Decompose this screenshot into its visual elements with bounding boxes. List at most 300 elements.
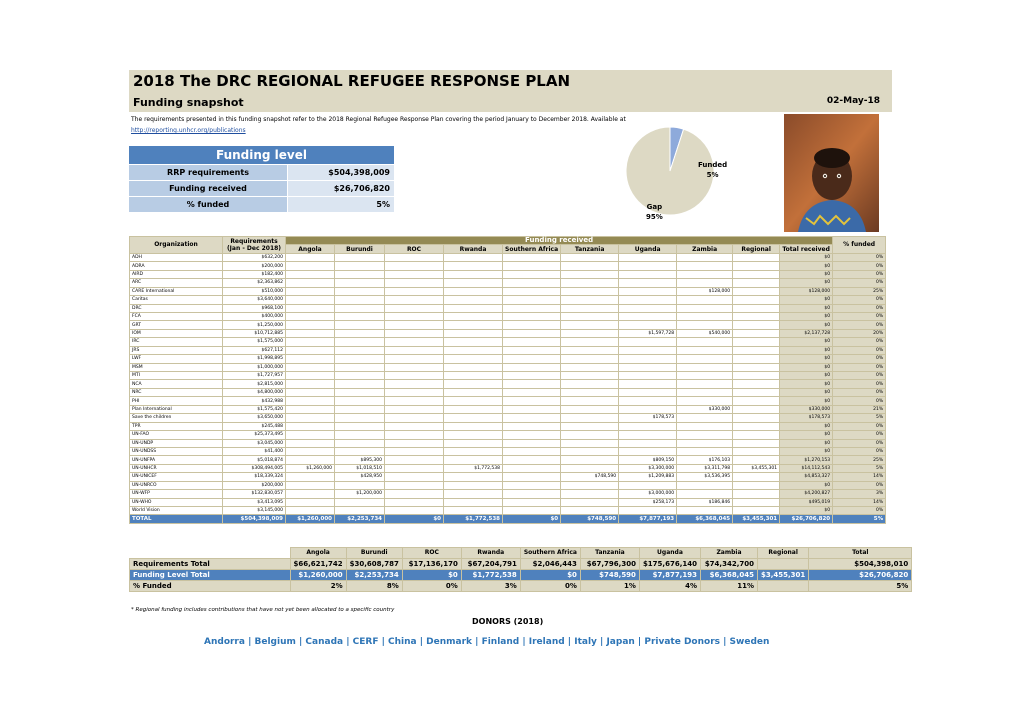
table-cell: $495,019 [780, 498, 833, 506]
table-row [130, 338, 886, 346]
col-rwanda: Rwanda [444, 245, 503, 253]
org-name-cell: Save the children [130, 414, 223, 422]
table-row [130, 287, 886, 295]
table-cell [561, 490, 619, 498]
table-cell: $1,018,510 [335, 464, 385, 472]
table-cell [503, 439, 561, 447]
table-cell [335, 355, 385, 363]
table-cell [733, 447, 780, 455]
table-cell: $0 [780, 262, 833, 270]
funding-level-row [129, 180, 394, 196]
table-cell [286, 321, 335, 329]
col-organization: Organization [130, 237, 223, 254]
table-row [130, 388, 886, 396]
table-cell [385, 355, 444, 363]
table-cell [619, 321, 677, 329]
funding-level-label: % funded [129, 197, 287, 212]
table-cell [286, 338, 335, 346]
summary-cell: 3% [461, 581, 520, 592]
table-cell [385, 431, 444, 439]
org-name-cell: CARE International [130, 287, 223, 295]
table-cell [286, 346, 335, 354]
table-cell: $1,727,957 [223, 372, 286, 380]
table-cell [677, 490, 733, 498]
table-cell [677, 439, 733, 447]
table-cell: 0% [833, 312, 886, 320]
table-cell [385, 464, 444, 472]
summary-col-regional: Regional [757, 548, 808, 559]
summary-cell: $74,342,700 [700, 559, 757, 570]
table-cell: $186,846 [677, 498, 733, 506]
table-row [130, 253, 886, 261]
table-cell [561, 304, 619, 312]
summary-cell: 0% [520, 581, 580, 592]
col-uganda: Uganda [619, 245, 677, 253]
table-row [130, 279, 886, 287]
table-cell: $1,772,538 [444, 464, 503, 472]
table-cell [444, 355, 503, 363]
summary-col-southern-africa: Southern Africa [520, 548, 580, 559]
summary-row-label: Funding Level Total [130, 570, 291, 581]
summary-cell: $504,398,010 [809, 559, 912, 570]
org-name-cell: World Vision [130, 507, 223, 515]
table-cell: $0 [780, 388, 833, 396]
table-cell: $0 [780, 431, 833, 439]
table-cell: 0% [833, 447, 886, 455]
total-cell: $2,253,734 [335, 515, 385, 523]
table-cell [385, 490, 444, 498]
table-cell [335, 507, 385, 515]
total-cell: $0 [503, 515, 561, 523]
table-cell: $1,575,420 [223, 405, 286, 413]
summary-cell: $1,260,000 [290, 570, 346, 581]
table-cell [619, 422, 677, 430]
table-row [130, 464, 886, 472]
table-cell: $0 [780, 380, 833, 388]
table-cell [733, 279, 780, 287]
table-row [130, 329, 886, 337]
table-cell [444, 490, 503, 498]
table-cell [335, 431, 385, 439]
table-cell [444, 279, 503, 287]
org-name-cell: Plan International [130, 405, 223, 413]
table-cell [385, 397, 444, 405]
table-cell [619, 296, 677, 304]
table-cell: $0 [780, 422, 833, 430]
table-cell: 0% [833, 422, 886, 430]
table-cell: $330,000 [677, 405, 733, 413]
table-cell: $258,173 [619, 498, 677, 506]
table-cell [561, 431, 619, 439]
funding-level-value: $504,398,009 [287, 165, 394, 180]
org-name-cell: UN-UNDP [130, 439, 223, 447]
funding-level-label: RRP requirements [129, 165, 287, 180]
table-cell [503, 312, 561, 320]
table-cell [385, 405, 444, 413]
table-cell [444, 363, 503, 371]
funding-level-value: 5% [287, 197, 394, 212]
summary-cell: $67,204,791 [461, 559, 520, 570]
table-cell [733, 456, 780, 464]
table-row [130, 262, 886, 270]
table-cell [561, 372, 619, 380]
table-cell: $0 [780, 397, 833, 405]
table-cell [286, 473, 335, 481]
table-cell [385, 439, 444, 447]
table-cell: $25,373,495 [223, 431, 286, 439]
table-cell [503, 346, 561, 354]
table-cell [561, 405, 619, 413]
table-cell [335, 338, 385, 346]
table-cell: 0% [833, 388, 886, 396]
table-cell [385, 380, 444, 388]
summary-cell: 11% [700, 581, 757, 592]
table-cell [733, 397, 780, 405]
summary-col-total: Total [809, 548, 912, 559]
table-row [130, 422, 886, 430]
table-cell [335, 498, 385, 506]
table-cell [677, 422, 733, 430]
table-cell: 0% [833, 372, 886, 380]
table-cell [444, 422, 503, 430]
table-cell: $1,260,000 [286, 464, 335, 472]
org-name-cell: ARC [130, 279, 223, 287]
table-cell [503, 414, 561, 422]
table-cell [444, 414, 503, 422]
table-row [130, 405, 886, 413]
total-cell: TOTAL [130, 515, 223, 523]
table-cell [335, 388, 385, 396]
total-cell: $504,398,009 [223, 515, 286, 523]
table-cell [444, 312, 503, 320]
total-cell: $0 [385, 515, 444, 523]
table-cell [619, 388, 677, 396]
table-cell [385, 296, 444, 304]
funding-level-row [129, 164, 394, 180]
table-cell [286, 431, 335, 439]
intro-body: The requirements presented in this funding snapshot refer to the 2018 Regional Refugee Response Plan covering the period January to December 2018. Available at [131, 116, 626, 123]
table-cell [733, 481, 780, 489]
org-name-cell: Caritas [130, 296, 223, 304]
summary-col-tanzania: Tanzania [580, 548, 639, 559]
summary-row-label: Requirements Total [130, 559, 291, 570]
table-header-group [130, 237, 886, 245]
table-cell: $132,830,057 [223, 490, 286, 498]
table-cell [561, 262, 619, 270]
table-cell [444, 321, 503, 329]
table-cell: $10,712,885 [223, 329, 286, 337]
table-cell [561, 287, 619, 295]
table-cell: $3,045,000 [223, 439, 286, 447]
table-cell: 5% [833, 414, 886, 422]
org-name-cell: UN-UNFPA [130, 456, 223, 464]
table-cell [619, 355, 677, 363]
table-cell: 3% [833, 490, 886, 498]
table-cell [385, 270, 444, 278]
summary-cell: $0 [520, 570, 580, 581]
org-name-cell: UN-UNICEF [130, 473, 223, 481]
table-cell [503, 321, 561, 329]
col-requirements-label: Requirements [230, 237, 278, 245]
table-cell [677, 363, 733, 371]
table-cell [503, 397, 561, 405]
table-cell [385, 304, 444, 312]
table-cell [733, 388, 780, 396]
table-cell [335, 481, 385, 489]
table-row [130, 473, 886, 481]
funding-level-value: $26,706,820 [287, 181, 394, 196]
table-cell [503, 372, 561, 380]
table-cell [385, 321, 444, 329]
table-cell [619, 507, 677, 515]
table-cell: $748,590 [561, 473, 619, 481]
table-cell: $41,400 [223, 447, 286, 455]
table-cell [335, 447, 385, 455]
summary-col-uganda: Uganda [639, 548, 700, 559]
table-cell [335, 270, 385, 278]
table-cell [444, 388, 503, 396]
total-cell: $748,590 [561, 515, 619, 523]
summary-requirements-row [130, 559, 912, 570]
table-cell [444, 253, 503, 261]
publications-link[interactable]: http://reporting.unhcr.org/publications [131, 127, 246, 134]
table-total-row [130, 515, 886, 523]
table-cell [733, 473, 780, 481]
table-cell [385, 498, 444, 506]
table-cell [733, 490, 780, 498]
table-cell [677, 447, 733, 455]
org-name-cell: PHI [130, 397, 223, 405]
summary-cell: $6,368,045 [700, 570, 757, 581]
table-cell: $3,413,095 [223, 498, 286, 506]
table-cell [444, 262, 503, 270]
table-cell [385, 363, 444, 371]
table-cell: 0% [833, 346, 886, 354]
table-cell [385, 338, 444, 346]
table-cell [286, 312, 335, 320]
pie-funded-pct: 5% [706, 171, 719, 179]
total-cell: $7,877,193 [619, 515, 677, 523]
table-cell [561, 296, 619, 304]
table-cell [385, 253, 444, 261]
table-cell [561, 355, 619, 363]
summary-cell: 8% [346, 581, 402, 592]
org-name-cell: GRT [130, 321, 223, 329]
table-cell [444, 405, 503, 413]
table-cell: 0% [833, 431, 886, 439]
table-cell [444, 456, 503, 464]
table-cell [385, 507, 444, 515]
table-cell [677, 346, 733, 354]
table-cell [503, 270, 561, 278]
table-cell: $3,145,000 [223, 507, 286, 515]
summary-cell: $26,706,820 [809, 570, 912, 581]
table-row [130, 447, 886, 455]
funding-level-row [129, 196, 394, 212]
table-cell: $0 [780, 321, 833, 329]
summary-cell: $17,136,170 [402, 559, 461, 570]
table-cell [385, 287, 444, 295]
table-cell [335, 321, 385, 329]
table-cell: $178,573 [619, 414, 677, 422]
pie-label-funded [698, 160, 727, 180]
table-cell [503, 473, 561, 481]
table-cell [733, 304, 780, 312]
table-cell [444, 304, 503, 312]
table-cell [286, 490, 335, 498]
total-cell: $6,368,045 [677, 515, 733, 523]
table-cell [385, 481, 444, 489]
table-cell [503, 355, 561, 363]
table-cell: 0% [833, 304, 886, 312]
table-cell: $0 [780, 447, 833, 455]
table-cell [619, 447, 677, 455]
table-cell: $3,650,000 [223, 414, 286, 422]
col-pct-funded: % funded [833, 237, 886, 254]
table-cell [335, 296, 385, 304]
table-cell: $0 [780, 312, 833, 320]
table-cell [335, 380, 385, 388]
table-cell [385, 329, 444, 337]
table-cell [733, 287, 780, 295]
table-cell [503, 388, 561, 396]
summary-cell: $2,253,734 [346, 570, 402, 581]
table-cell [677, 507, 733, 515]
table-cell [561, 270, 619, 278]
total-cell: $3,455,301 [733, 515, 780, 523]
table-cell [677, 312, 733, 320]
org-name-cell: UN-FAO [130, 431, 223, 439]
table-cell: $18,339,324 [223, 473, 286, 481]
summary-cell: $175,676,140 [639, 559, 700, 570]
org-name-cell: UN-UNDSS [130, 447, 223, 455]
table-cell [503, 507, 561, 515]
table-cell: 0% [833, 380, 886, 388]
table-cell [733, 507, 780, 515]
table-cell: $895,300 [335, 456, 385, 464]
table-cell [286, 329, 335, 337]
table-cell [619, 312, 677, 320]
org-name-cell: IRC [130, 338, 223, 346]
table-cell [385, 312, 444, 320]
table-cell [619, 338, 677, 346]
table-cell [733, 439, 780, 447]
table-cell [503, 380, 561, 388]
table-cell [286, 279, 335, 287]
table-cell [677, 372, 733, 380]
table-cell [733, 422, 780, 430]
table-cell: $0 [780, 355, 833, 363]
table-cell: $0 [780, 296, 833, 304]
summary-col-angola: Angola [290, 548, 346, 559]
table-cell: $4,200,827 [780, 490, 833, 498]
table-cell: $2,815,000 [223, 380, 286, 388]
table-cell [286, 405, 335, 413]
table-cell [561, 498, 619, 506]
table-cell: $2,363,862 [223, 279, 286, 287]
summary-cell: $2,046,443 [520, 559, 580, 570]
intro-text [131, 114, 631, 136]
table-cell [444, 473, 503, 481]
table-cell [733, 270, 780, 278]
funding-level-title: Funding level [129, 146, 394, 164]
summary-row-label: % Funded [130, 581, 291, 592]
table-cell [561, 439, 619, 447]
org-name-cell: DRC [130, 304, 223, 312]
table-cell [733, 380, 780, 388]
table-cell: 0% [833, 253, 886, 261]
table-row [130, 507, 886, 515]
org-name-cell: UN-WFP [130, 490, 223, 498]
summary-cell: $67,796,300 [580, 559, 639, 570]
summary-cell: $748,590 [580, 570, 639, 581]
total-cell: $26,706,820 [780, 515, 833, 523]
table-cell: $1,000,000 [223, 363, 286, 371]
table-row [130, 270, 886, 278]
table-cell [444, 270, 503, 278]
table-cell [335, 405, 385, 413]
summary-cell: $1,772,538 [461, 570, 520, 581]
table-cell [503, 481, 561, 489]
table-cell [385, 414, 444, 422]
pie-funded-label: Funded [698, 161, 728, 169]
org-name-cell: UN-UNHCR [130, 464, 223, 472]
table-cell [335, 439, 385, 447]
table-cell [335, 329, 385, 337]
col-regional: Regional [733, 245, 780, 253]
table-cell: $0 [780, 253, 833, 261]
table-cell [677, 279, 733, 287]
table-cell: $1,597,728 [619, 329, 677, 337]
table-cell [619, 363, 677, 371]
table-cell: $3,536,395 [677, 473, 733, 481]
table-cell [561, 329, 619, 337]
table-cell: $428,950 [335, 473, 385, 481]
summary-cell: $7,877,193 [639, 570, 700, 581]
summary-cell: $66,621,742 [290, 559, 346, 570]
table-cell: 0% [833, 507, 886, 515]
table-row [130, 346, 886, 354]
summary-cell: $3,455,301 [757, 570, 808, 581]
funding-level-box [129, 146, 394, 212]
table-cell: 0% [833, 279, 886, 287]
table-cell: $0 [780, 372, 833, 380]
table-cell [385, 262, 444, 270]
table-cell [619, 380, 677, 388]
table-cell: $3,311,798 [677, 464, 733, 472]
table-cell [503, 329, 561, 337]
table-row [130, 372, 886, 380]
table-cell [335, 304, 385, 312]
table-cell [733, 372, 780, 380]
table-cell: $14,112,543 [780, 464, 833, 472]
table-cell [385, 372, 444, 380]
table-cell [286, 380, 335, 388]
table-cell [733, 414, 780, 422]
refugee-child-photo [784, 114, 879, 232]
table-cell [286, 355, 335, 363]
org-name-cell: UN-WHO [130, 498, 223, 506]
table-row [130, 304, 886, 312]
table-cell [561, 481, 619, 489]
col-roc: ROC [385, 245, 444, 253]
table-cell: 25% [833, 456, 886, 464]
table-cell: 0% [833, 439, 886, 447]
table-cell: 0% [833, 355, 886, 363]
table-cell [444, 397, 503, 405]
table-cell [561, 447, 619, 455]
table-cell: $4,800,000 [223, 388, 286, 396]
